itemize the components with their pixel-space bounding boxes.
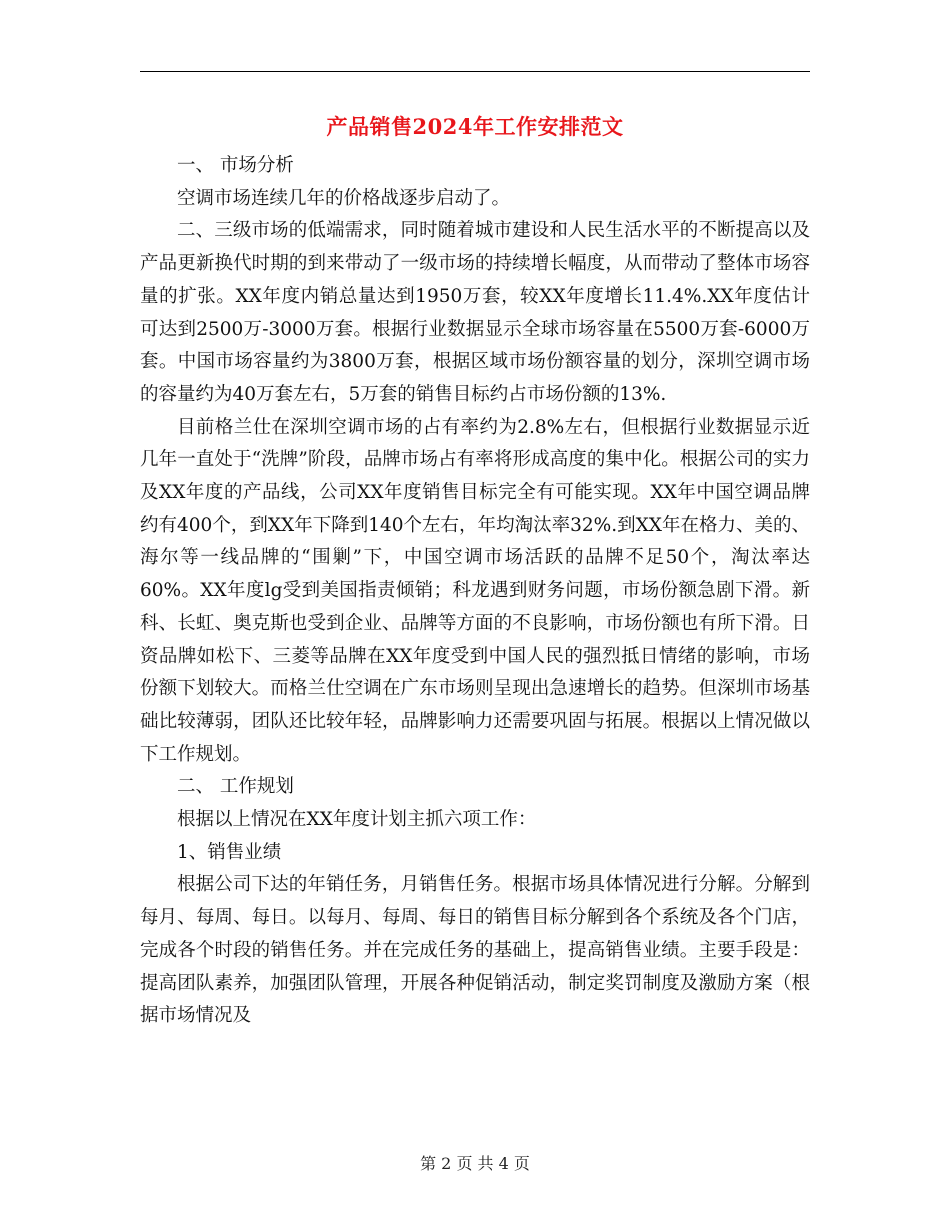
header-rule	[140, 71, 810, 72]
page-footer: 第 2 页 共 4 页	[420, 1154, 530, 1173]
document-title: 产品销售2024年工作安排范文	[326, 114, 624, 139]
document-body	[140, 150, 810, 1033]
body-paragraph: 二、三级市场的低端需求，同时随着城市建设和人民生活水平的不断提高以及产品更新换代时期的到来带动了一级市场的持续增长幅度，从而带动了整体市场容量的扩张。XX年度内销总量达到1950万套，较XX年度增长11.4%.XX年度估计可达到2500万-3000万套。根据行业数据显示全球市场容量在5500万套-6000万套。中国市场容量约为3800万套，根据区域市场份额容量的划分，深圳空调市场的容量约为40万套左右，5万套的销售目标约占市场份额的13%.	[140, 220, 810, 405]
subsection-heading-sales-performance: 1、销售业绩	[177, 841, 282, 863]
body-paragraph: 目前格兰仕在深圳空调市场的占有率约为2.8%左右，但根据行业数据显示近几年一直处于“洗牌”阶段，品牌市场占有率将形成高度的集中化。根据公司的实力及XX年度的产品线，公司XX年度销售目标完全有可能实现。XX年中国空调品牌约有400个，到XX年下降到140个左右，年均淘汰率32%.到XX年在格力、美的、海尔等一线品牌的“围剿”下，中国空调市场活跃的品牌不足50个，淘汰率达60%。XX年度lg受到美国指责倾销；科龙遇到财务问题，市场份额急剧下滑。新科、长虹、奥克斯也受到企业、品牌等方面的不良影响，市场份额也有所下滑。日资品牌如松下、三菱等品牌在XX年度受到中国人民的强烈抵日情绪的影响，市场份额下划较大。而格兰仕空调在广东市场则呈现出急速增长的趋势。但深圳市场基础比较薄弱，团队还比较年轻，品牌影响力还需要巩固与拓展。根据以上情况做以下工作规划。	[140, 416, 810, 765]
body-paragraph: 空调市场连续几年的价格战逐步启动了。	[177, 187, 511, 209]
body-paragraph: 根据以上情况在XX年度计划主抓六项工作：	[177, 809, 537, 831]
body-paragraph: 根据公司下达的年销任务，月销售任务。根据市场具体情况进行分解。分解到每月、每周、每日。以每月、每周、每日的销售目标分解到各个系统及各个门店，完成各个时段的销售任务。并在完成任务的基础上，提高销售业绩。主要手段是：提高团队素养，加强团队管理，开展各种促销活动，制定奖罚制度及激励方案（根据市场情况及	[140, 874, 810, 1027]
section-heading-work-plan: 二、 工作规划	[177, 776, 294, 798]
section-heading-market-analysis: 一、 市场分析	[177, 155, 294, 176]
